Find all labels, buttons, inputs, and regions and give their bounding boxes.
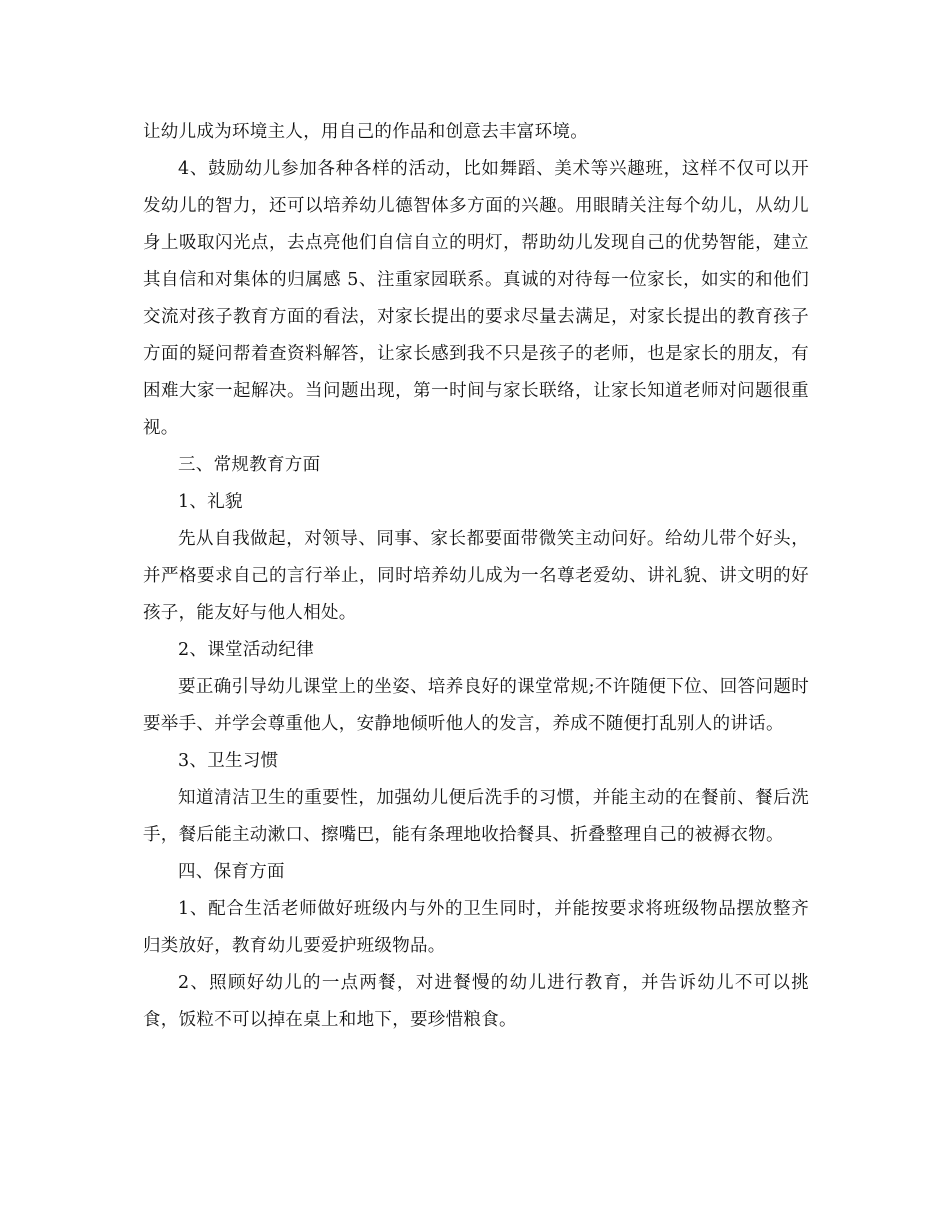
paragraph-continuation: 让幼儿成为环境主人，用自己的作品和创意去丰富环境。 <box>143 122 588 142</box>
subheading-hygiene-habits: 3、卫生习惯 <box>178 751 279 771</box>
document-body <box>143 114 809 1039</box>
paragraph-hygiene-habits: 知道清洁卫生的重要性，加强幼儿便后洗手的习惯，并能主动的在餐前、餐后洗手，餐后能主动漱口、擦嘴巴，能有条理地收拾餐具、折叠整理自己的被褥衣物。 <box>143 788 809 845</box>
paragraph-childcare-1: 1、配合生活老师做好班级内与外的卫生同时，并能按要求将班级物品摆放整齐归类放好，教育幼儿要爱护班级物品。 <box>143 899 809 956</box>
paragraph-childcare-2: 2、照顾好幼儿的一点两餐，对进餐慢的幼儿进行教育，并告诉幼儿不可以挑食，饭粒不可以掉在桌上和地下，要珍惜粮食。 <box>143 973 809 1030</box>
paragraph-courtesy: 先从自我做起，对领导、同事、家长都要面带微笑主动问好。给幼儿带个好头，并严格要求自己的言行举止，同时培养幼儿成为一名尊老爱幼、讲礼貌、讲文明的好孩子，能友好与他人相处。 <box>143 529 809 623</box>
section-heading-routine-education: 三、常规教育方面 <box>178 455 321 475</box>
paragraph-classroom-discipline: 要正确引导幼儿课堂上的坐姿、培养良好的课堂常规;不许随便下位、回答问题时要举手、并学会尊重他人，安静地倾听他人的发言，养成不随便打乱别人的讲话。 <box>143 677 809 734</box>
subheading-classroom-discipline: 2、课堂活动纪律 <box>178 640 315 660</box>
subheading-courtesy: 1、礼貌 <box>178 492 243 512</box>
paragraph-item-4: 4、鼓励幼儿参加各种各样的活动，比如舞蹈、美术等兴趣班，这样不仅可以开发幼儿的智力，还可以培养幼儿德智体多方面的兴趣。用眼睛关注每个幼儿，从幼儿身上吸取闪光点，去点亮他们自信自立的明灯，帮助幼儿发现自己的优势智能，建立其自信和对集体的归属感 5、注重家园联系。真诚的对待每一位家长，如实的和他们交流对孩子教育方面的看法，对家长提出的要求尽量去满足，对家长提出的教育孩子方面的疑问帮着查资料解答，让家长感到我不只是孩子的老师，也是家长的朋友，有困难大家一起解决。当问题出现，第一时间与家长联络，让家长知道老师对问题很重视。 <box>143 159 809 438</box>
section-heading-childcare: 四、保育方面 <box>178 862 285 882</box>
